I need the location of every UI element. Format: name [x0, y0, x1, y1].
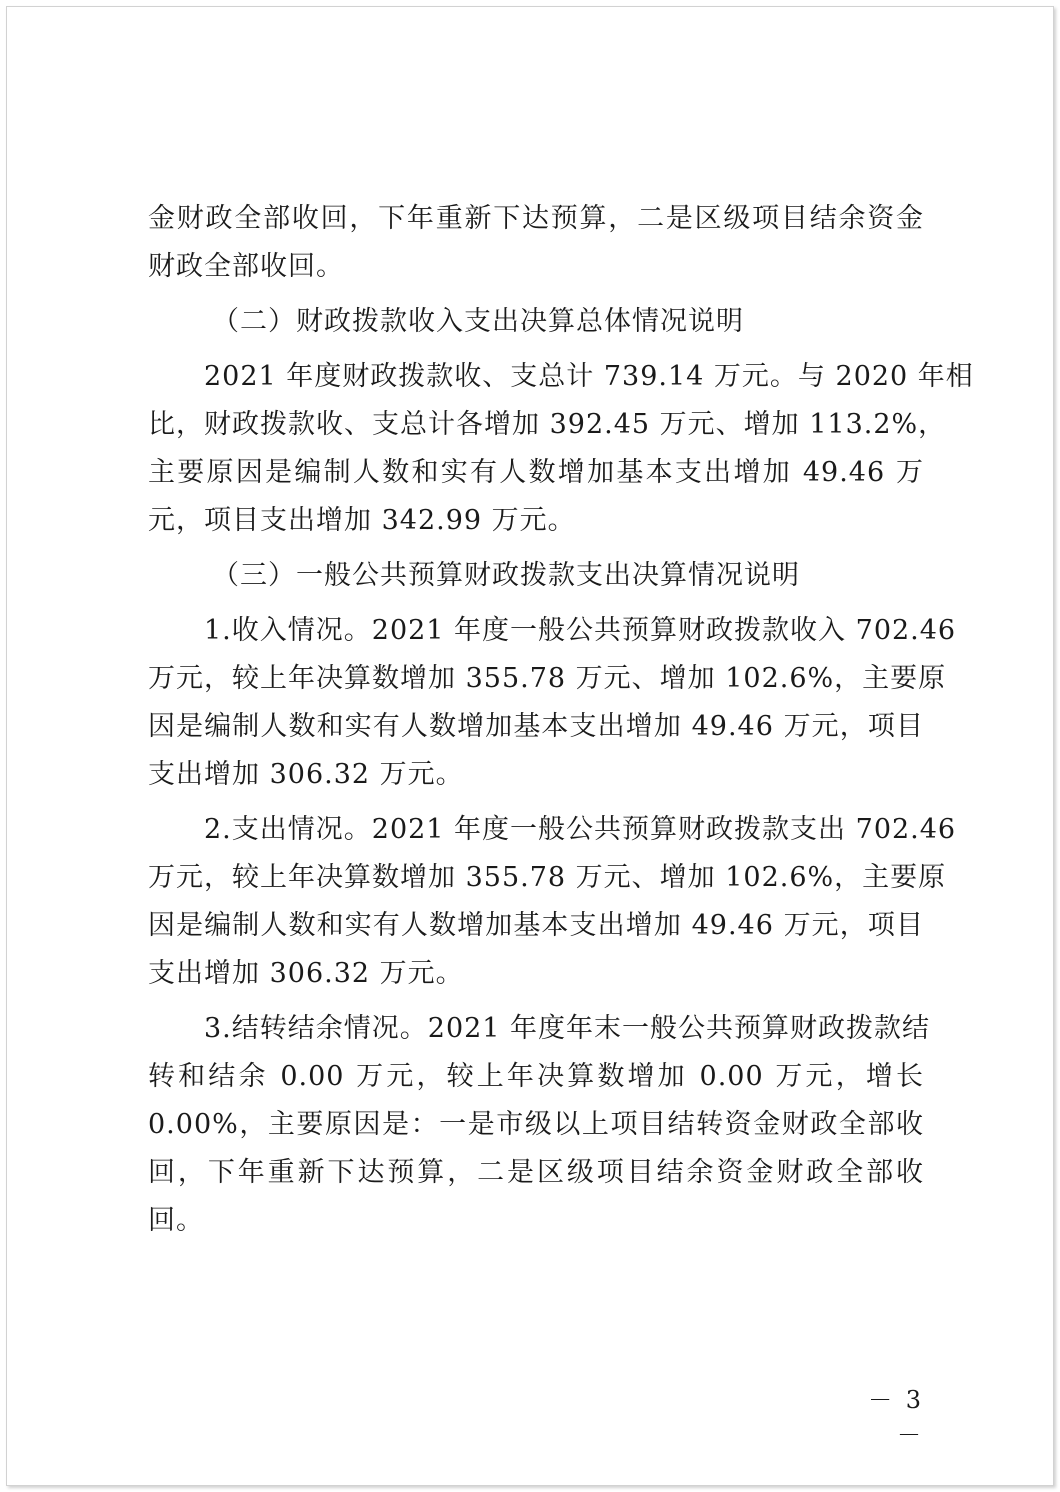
- text-line: 3.结转结余情况。2021 年度年末一般公共预算财政拨款结: [204, 1013, 931, 1044]
- text-line: 元，项目支出增加 342.99 万元。: [148, 505, 576, 536]
- document-body: [148, 195, 974, 1252]
- section-3: [148, 552, 924, 600]
- text-line: 0.00%，主要原因是：一是市级以上项目结转资金财政全部收: [148, 1109, 924, 1140]
- text-line: 支出增加 306.32 万元。: [148, 958, 464, 989]
- carryover-paragraph: [148, 1005, 931, 1245]
- text-line: 因是编制人数和实有人数增加基本支出增加 49.46 万元，项目: [148, 711, 924, 742]
- text-line: 金财政全部收回，下年重新下达预算，二是区级项目结余资金: [148, 203, 924, 234]
- text-line: 回，下年重新下达预算，二是区级项目结余资金财政全部收: [148, 1157, 924, 1188]
- section-3-heading: （三）一般公共预算财政拨款支出决算情况说明: [212, 560, 800, 591]
- continuation-paragraph: [148, 195, 924, 291]
- text-line: 主要原因是编制人数和实有人数增加基本支出增加 49.46 万: [148, 457, 924, 488]
- text-line: 2.支出情况。2021 年度一般公共预算财政拨款支出 702.46: [204, 814, 957, 845]
- section-2-heading: （二）财政拨款收入支出决算总体情况说明: [212, 306, 744, 337]
- page-number: － 3 －: [868, 1386, 924, 1449]
- text-line: 因是编制人数和实有人数增加基本支出增加 49.46 万元，项目: [148, 910, 924, 941]
- text-line: 万元，较上年决算数增加 355.78 万元、增加 102.6%，主要原: [148, 862, 947, 893]
- text-line: 1.收入情况。2021 年度一般公共预算财政拨款收入 702.46: [204, 615, 957, 646]
- section-2-paragraph: [148, 353, 974, 545]
- text-line: 财政全部收回。: [148, 251, 344, 282]
- text-line: 比，财政拨款收、支总计各增加 392.45 万元、增加 113.2%，: [148, 409, 947, 440]
- income-paragraph: [148, 607, 957, 799]
- text-line: 转和结余 0.00 万元，较上年决算数增加 0.00 万元，增长: [148, 1061, 924, 1092]
- text-line: 万元，较上年决算数增加 355.78 万元、增加 102.6%，主要原: [148, 663, 947, 694]
- text-line: 2021 年度财政拨款收、支总计 739.14 万元。与 2020 年相: [204, 361, 974, 392]
- text-line: 回。: [148, 1205, 204, 1236]
- section-2: [148, 298, 924, 346]
- text-line: 支出增加 306.32 万元。: [148, 759, 464, 790]
- expenditure-paragraph: [148, 806, 957, 998]
